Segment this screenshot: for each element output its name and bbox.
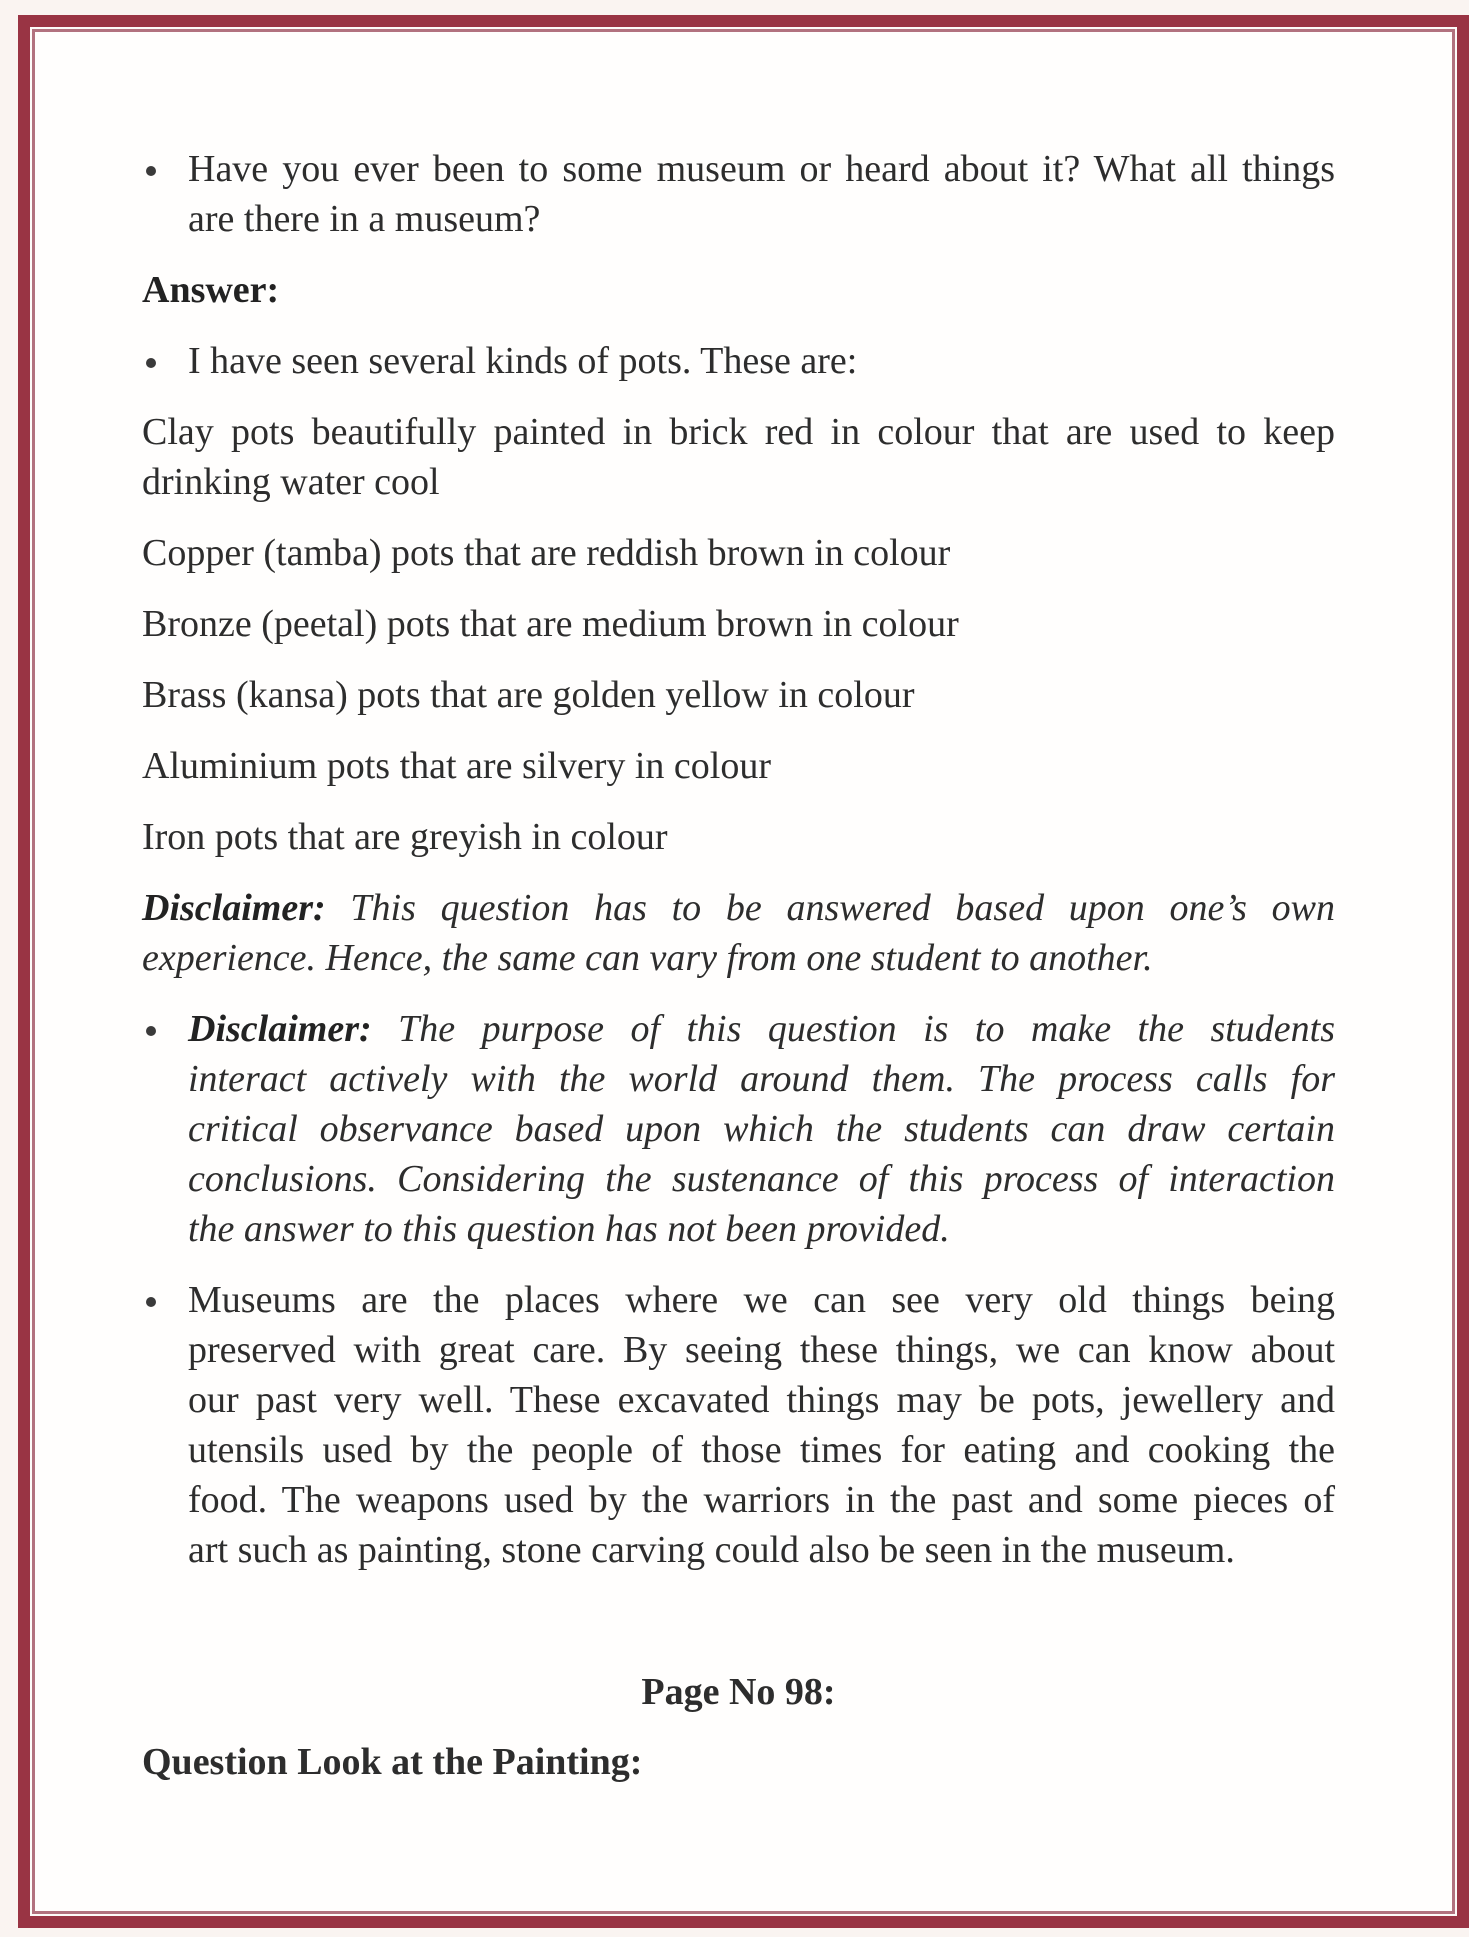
document-content xyxy=(35,32,1452,1827)
text-line: preserved with great care. By seeing these things, we can know about xyxy=(188,1329,1335,1371)
text-line xyxy=(142,883,1335,933)
text-segment: The purpose of this question is to make the students xyxy=(398,1008,1336,1050)
text-line: our past very well. These excavated things may be pots, jewellery and xyxy=(188,1379,1335,1421)
text-line: utensils used by the people of those times for eating and cooking the xyxy=(188,1429,1335,1471)
text-line: are there in a museum? xyxy=(188,198,541,240)
text-line: critical observance based upon which the students can draw certain xyxy=(188,1108,1335,1150)
disclaimer-label: Disclaimer: xyxy=(188,1008,372,1050)
museum-question-bullet xyxy=(142,144,1335,244)
brass-pots-paragraph: Brass (kansa) pots that are golden yellow in colour xyxy=(142,674,915,716)
bullet-icon xyxy=(146,1026,156,1036)
text-line: Have you ever been to some museum or heard about it? What all things xyxy=(188,148,1335,190)
disclaimer-paragraph xyxy=(142,883,1335,983)
museums-bullet xyxy=(142,1275,1335,1575)
page-number-heading: Page No 98: xyxy=(641,1671,836,1713)
bronze-pots-paragraph: Bronze (peetal) pots that are medium brown in colour xyxy=(142,603,959,645)
iron-pots-paragraph: Iron pots that are greyish in colour xyxy=(142,816,668,858)
disclaimer-label: Disclaimer: xyxy=(142,887,326,929)
disclaimer-bullet xyxy=(142,1004,1335,1254)
text-line: drinking water cool xyxy=(142,461,440,503)
bullet-icon xyxy=(146,358,156,368)
bullet-icon xyxy=(146,166,156,176)
text-line: food. The weapons used by the warriors in the past and some pieces of xyxy=(188,1479,1335,1521)
clay-pots-paragraph xyxy=(142,407,1335,507)
copper-pots-paragraph: Copper (tamba) pots that are reddish brown in colour xyxy=(142,532,951,574)
page-border-frame xyxy=(18,15,1469,1928)
page-inner-border xyxy=(32,29,1455,1914)
bullet-text xyxy=(188,336,1335,386)
bullet-icon xyxy=(146,1297,156,1307)
bullet-text xyxy=(188,1004,1335,1254)
text-line: the answer to this question has not been provided. xyxy=(188,1208,950,1250)
aluminium-pots-paragraph: Aluminium pots that are silvery in colour xyxy=(142,745,772,787)
question-heading: Question Look at the Painting: xyxy=(142,1741,643,1783)
pots-intro-bullet xyxy=(142,336,1335,386)
text-line: interact actively with the world around them. The process calls for xyxy=(188,1058,1335,1100)
text-line: I have seen several kinds of pots. These are: xyxy=(188,340,858,382)
text-segment: This question has to be answered based upon one’s own xyxy=(350,887,1336,929)
text-line: experience. Hence, the same can vary from one student to another. xyxy=(142,937,1153,979)
answer-heading: Answer: xyxy=(142,269,280,311)
text-line: conclusions. Considering the sustenance of this process of interaction xyxy=(188,1158,1335,1200)
text-line xyxy=(188,1004,1335,1054)
text-line: Museums are the places where we can see very old things being xyxy=(188,1279,1335,1321)
bullet-text xyxy=(188,1275,1335,1575)
text-line: art such as painting, stone carving could also be seen in the museum. xyxy=(188,1529,1235,1571)
bullet-text xyxy=(188,144,1335,244)
text-line: Clay pots beautifully painted in brick red in colour that are used to keep xyxy=(142,411,1335,453)
